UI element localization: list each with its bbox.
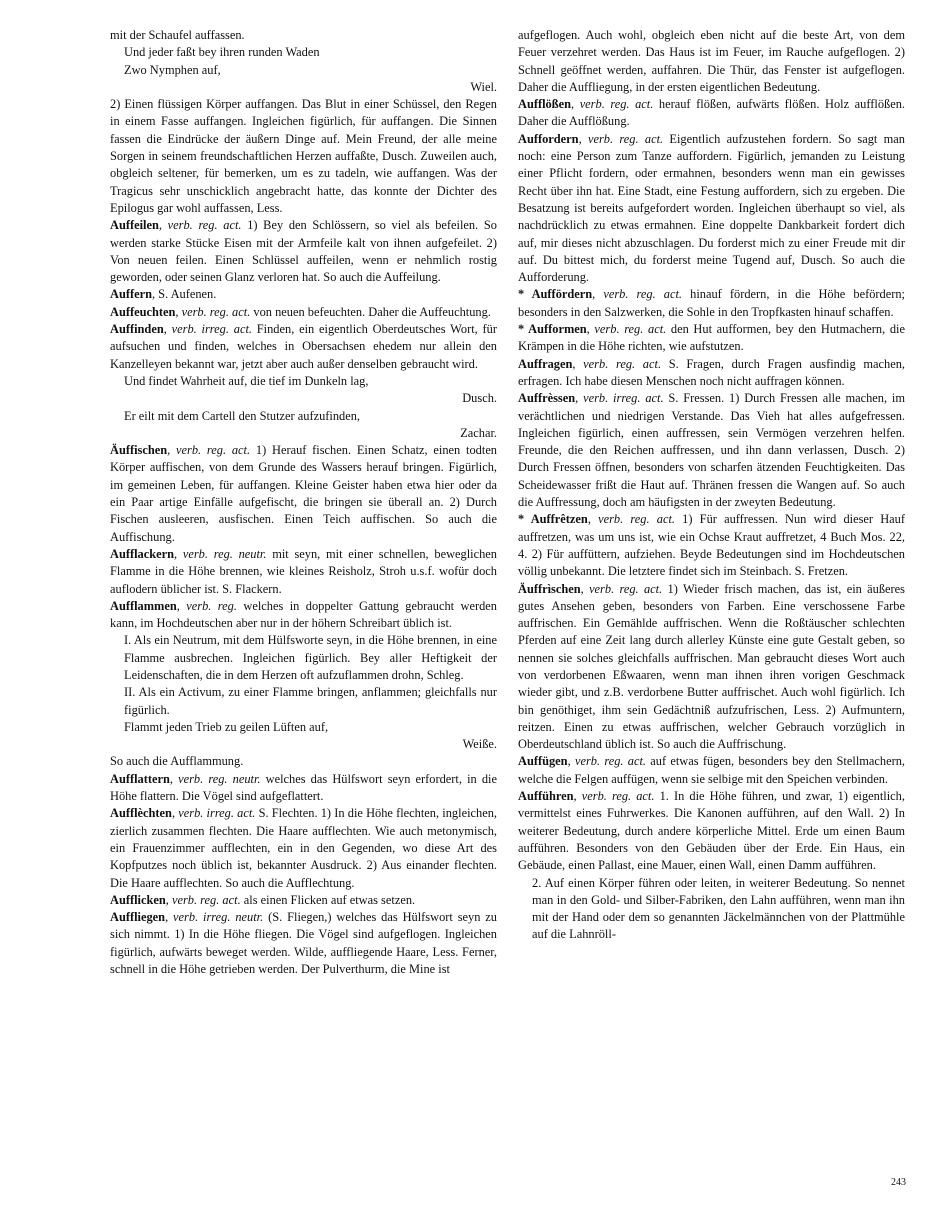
entry-text: von neuen befeuchten. Daher die Auffeuchtung. xyxy=(250,304,491,319)
grammar-label: verb. reg. act. xyxy=(581,789,655,804)
dictionary-entry xyxy=(110,286,497,303)
entry-headword: Auffern xyxy=(110,287,152,302)
dictionary-entry: Auffeilen, verb. reg. act. 1) Bey den Schlössern, so viel als befeilen. So werden starke Stücke Eisen mit der Armfeile kalt von ihnen aufgefeilet. 2) Von neuen feilen. Einen Schlüssel auffeilen, wenn er nehmlich rostig geworden, oder seinen Glanz verloren hat. So auch die Auffeilung. xyxy=(110,218,497,285)
grammar-label: verb. reg. xyxy=(186,598,237,613)
entry-text: So auch die Aufflammung. xyxy=(110,754,244,769)
grammar-label: verb. reg. act. xyxy=(574,754,646,769)
grammar-label: verb. reg. act. xyxy=(594,322,667,337)
dictionary-entry: * Auffrêtzen, verb. reg. act. 1) Für auffressen. Nun wird dieser Hauf auffretzen, was um uns ist, wie ein Ochse Kraut auffretzet, 4 Buch Mos. 22, 4. 2) Für auffüttern, aufziehen. Beyde Bedeutungen sind im Hochdeutschen völlig unbekannt. Die letztere findet sich im Steinbach. S. Fretzen. xyxy=(518,512,905,579)
entry-headword: Auffinden xyxy=(110,322,164,337)
grammar-label: verb. reg. act. xyxy=(589,581,663,596)
entry-text: Eigentlich aufzustehen fordern. So sagt man noch: eine Person zum Tanze auffordern. Figürlich, jemanden zu Leistung einer Pflicht fordern, oder ermahnen, besonders wenn man ein gewisses Recht über ihn hat. Eine Stadt, eine Festung auffordern, sich zu ergeben. Die Besatzung ist bereits aufgefordert worden. Ingleichen überhaupt so viel, als nachdrücklich zu etwas ermahnen. Eine doppelte Dankbarkeit fordert dich auf, mir dieses nicht abzuschlagen. Du forderst mich zu einer Freude mit dir auf. Du bittest mich, du forderst meine Tugend auf, Dusch. So auch die Aufforderung. xyxy=(518,131,905,285)
right-column xyxy=(518,27,905,944)
entry-headword: Auffliegen xyxy=(110,910,166,925)
dictionary-entry: Auffeuchten, verb. reg. act. von neuen befeuchten. Daher die Auffeuchtung. xyxy=(110,304,491,319)
citation-source: Weiße. xyxy=(462,737,497,752)
grammar-label: verb. reg. act. xyxy=(587,131,664,146)
dictionary-entry: Auffliegen, verb. irreg. neutr. (S. Fliegen,) welches das Hülfswort seyn zu sich nimmt. 1) In die Höhe fliegen. Die Vögel sind aufgeflogen. Ingleichen figürlich, aufwärts beweget werden. Wilde, auffliegende Haare, Less. Ferner, schnell in die Höhe getrieben werden. Der Pulverthurm, die Mine ist xyxy=(110,910,498,977)
entry-headword: Auffordern xyxy=(518,131,579,146)
entry-text: herauf flößen, aufwärts flößen. Holz aufflößen. Daher die Aufflößung. xyxy=(518,97,906,129)
dictionary-entry: Aufführen, verb. reg. act. 1. In die Höhe führen, und zwar, 1) eigentlich, vermittelst eines Fuhrwerkes. Die Kanonen aufführen, auf den Wall. 2) In weiterer Bedeutung, durch andere körperliche Mittel. Erde um einen Baum aufführen. Besonders von den Gebäuden über der Erde. Ein Haus, ein Gebäude, einen Pallast, eine Mauer, einen Wall, einen Damm aufführen. xyxy=(518,789,905,873)
entry-text: hinauf fördern, in die Höhe befördern; besonders in den Salzwerken, die Sohle in den Tropfkasten hinauf schaffen. xyxy=(518,287,905,319)
entry-text: mit der Schaufel auffassen. xyxy=(110,28,245,42)
dictionary-entry: Auffordern, verb. reg. act. Eigentlich aufzustehen fordern. So sagt man noch: eine Person zum Tanze auffordern. Figürlich, jemanden zu Leistung einer Pflicht fordern, oder ermahnen, besonders wenn man ein gewisses Recht über ihn hat. Eine Stadt, eine Festung auffordern, sich zu ergeben. Die Besatzung ist bereits aufgefordert worden. Ingleichen überhaupt so viel, als nachdrücklich zu etwas ermahnen. Eine doppelte Dankbarkeit fordert dich auf, mir dieses nicht abzuschlagen. Du forderst mich zu einer Freude mit dir auf. Du bittest mich, du forderst meine Tugend auf, Dusch. So auch die Aufforderung. xyxy=(518,131,905,285)
dictionary-entry: * Auffördern, verb. reg. act. hinauf fördern, in die Höhe befördern; besonders in den Salzwerken, die Sohle in den Tropfkasten hinauf schaffen. xyxy=(518,287,905,319)
paragraph xyxy=(518,27,905,96)
grammar-label: verb. reg. act. xyxy=(598,512,675,527)
dictionary-entry: Auffinden, verb. irreg. act. Finden, ein eigentlich Oberdeutsches Wort, für aufsuchen und finden, welches in Obersachsen ehedem nur allein den Kanzelleyen bekannt war, jetzt aber auch außer denselben gebraucht wird. xyxy=(110,322,497,371)
dictionary-entry: Aufflicken, verb. reg. act. als einen Flicken auf etwas setzen. xyxy=(110,892,416,907)
entry-text: S. Flechten. 1) In die Höhe flechten, ingleichen, zierlich zusammen flechten. Die Haare aufflechten. Wie auch metonymisch, ein Frauenzimmer aufflechten, ein in den Gegenden, wo diese Art des Kopfputzes noch üblich ist, bekannter Ausdruck. 2) Aus einander flechten. Die Haare aufflechten. So auch die Aufflechtung. xyxy=(110,806,497,890)
grammar-label: verb. reg. act. xyxy=(603,287,683,302)
sub-paragraph: I. Als ein Neutrum, mit dem Hülfsworte seyn, in die Höhe brennen, in eine Flamme ausbrechen. Ingleichen figürlich. Bey aller Heftigkeit der Leidenschaften, die in dem Herzen oft aufzuflammen drohn, Schleg. xyxy=(124,633,497,682)
entry-text: 1) Herauf fischen. Einen Schatz, einen todten Körper auffischen, von dem Grunde des Wassers herauf bringen. Figürlich, im gemeinen Leben, für auffangen. Kleine Geister haben etwa hier oder da ein Paar artige Einfälle aufgefischt, die bringen sie überall an. 2) Durch Fischen ausleeren, ausfischen. Einen Teich auffischen. So auch die Auffischung. xyxy=(110,443,498,544)
paragraph xyxy=(110,753,497,770)
entry-text: als einen Flicken auf etwas setzen. xyxy=(240,892,416,907)
dictionary-entry: Aufflößen, verb. reg. act. herauf flößen, aufwärts flößen. Holz aufflößen. Daher die Aufflößung. xyxy=(518,97,906,129)
grammar-label: verb. reg. act. xyxy=(171,892,241,907)
grammar-label: verb. reg. act. xyxy=(167,218,242,233)
entry-headword: Auffragen xyxy=(518,356,573,371)
entry-headword: Aufführen xyxy=(518,789,574,804)
grammar-label: verb. reg. act. xyxy=(579,97,654,112)
paragraph xyxy=(110,96,497,217)
dictionary-entry: * Aufformen, verb. reg. act. den Hut aufformen, bey den Hutmachern, die Krämpen in die Höhe richten, wie aufstutzen. xyxy=(518,322,906,354)
dictionary-entry: Auffügen, verb. reg. act. auf etwas fügen, besonders bey den Stellmachern, welche die Felgen auffügen, wenn sie selbige mit den Speichen verbinden. xyxy=(518,754,906,786)
grammar-label: verb. reg. act. xyxy=(583,356,662,371)
grammar-label: verb. reg. neutr. xyxy=(178,771,261,786)
entry-text: , S. Aufenen. xyxy=(151,287,217,302)
entry-headword: Aufflackern xyxy=(110,546,175,561)
verse-line: Er eilt mit dem Cartell den Stutzer aufzufinden, xyxy=(124,408,361,423)
entry-text: S. Fragen, durch Fragen ausfindig machen, erfragen. Ich habe diesen Menschen noch nicht auffragen können. xyxy=(518,356,906,388)
left-column xyxy=(110,27,497,978)
dictionary-entry: Aufflèchten, verb. irreg. act. S. Flechten. 1) In die Höhe flechten, ingleichen, zierlich zusammen flechten. Die Haare aufflechten. Wie auch metonymisch, ein Frauenzimmer aufflechten, ein in den Gegenden, wo diese Art des Kopfputzes noch üblich ist, bekannter Ausdruck. 2) Aus einander flechten. Die Haare aufflechten. So auch die Aufflechtung. xyxy=(110,806,497,890)
entry-headword: Aufflattern xyxy=(110,771,170,786)
paragraph xyxy=(110,27,497,44)
entry-headword: Äuffrìschen xyxy=(518,581,581,596)
entry-text: 1) Wieder frisch machen, das ist, ein äußeres gutes Ansehen geben, besonders von Farben. Eine verschossene Farbe auffrischen. Ein Gemählde auffrischen. Wenn die Roßtäuscher schlechten Pferden auf eine Zeit lang durch allerley Künste eine gute Gestalt geben, so nennen sie solches gleichfalls auffrischen. Man gebraucht dieses Wort auch von verdorbenen Eßwaaren, wenn man ihnen ihren vorigen Geschmack wieder gibt, und z.B. verdorbene Butter auffrischet. Auch wohl figürlich. Ich bin genöthiget, ihm sein Gedächtniß aufzufrischen, Less. 2) Aufmuntern, reitzen. Einen zu etwas auffrischen, welcher Gebrauch vorzüglich in Oberdeutschland üblich ist. So auch die Auffrischung. xyxy=(518,581,905,752)
entry-headword: Aufflammen xyxy=(110,598,177,613)
entry-headword: Auffrèssen xyxy=(518,391,576,406)
citation-source: Dusch. xyxy=(462,391,497,406)
entry-text: (S. Fliegen,) welches das Hülfswort seyn zu sich nimmt. 1) In die Höhe fliegen. Die Vögel sind aufgeflogen. Ingleichen figürlich, aufwärts beweget werden. Wilde, auffliegende Haare, Less. Ferner, schnell in die Höhe getrieben werden. Der Pulverthurm, die Mine ist xyxy=(110,910,498,977)
verse-line: Flammt jeden Trieb zu geilen Lüften auf, xyxy=(124,719,329,734)
grammar-label: verb. irreg. neutr. xyxy=(173,910,264,925)
dictionary-entry: Äuffrìschen, verb. reg. act. 1) Wieder frisch machen, das ist, ein äußeres gutes Ansehen geben, besonders von Farben. Eine verschossene Farbe auffrischen. Ein Gemählde auffrischen. Wenn die Roßtäuscher schlechten Pferden auf eine Zeit lang durch allerley Künste eine gute Gestalt geben, so nennen sie solches gleichfalls auffrischen. Man gebraucht dieses Wort auch von verdorbenen Eßwaaren, wenn man ihnen ihren vorigen Geschmack wieder gibt, und z.B. verdorbene Butter auffrischet. Auch wohl figürlich. Ich bin genöthiget, ihm sein Gedächtniß aufzufrischen, Less. 2) Aufmuntern, reitzen. Einen zu etwas auffrischen, welcher Gebrauch vorzüglich in Oberdeutschland üblich ist. So auch die Auffrischung. xyxy=(518,581,905,752)
citation-source: Zachar. xyxy=(460,425,497,440)
entry-text: 2) Einen flüssigen Körper auffangen. Das Blut in einer Schüssel, den Regen in einem Fasse auffangen. Ingleichen figürlich, für auffangen. Die Sinnen fassen die Eindrücke der äußern Dinge auf. Mein Freund, der alle meine Sorgen in seinem freundschaftlichen Herzen auffaßte, Dusch. Zuweilen auch, obgleich seltener, für bemerken, um es zu tadeln, wie auffangen. Was der Tragicus sehr unschicklich angebracht hatte, das konnte der Dichter des Epilogus gar wohl auffassen, Less. xyxy=(110,97,497,215)
dictionary-entry: Aufflammen, verb. reg. welches in doppelter Gattung gebraucht werden kann, im Hochdeutschen aber nur in der höhern Schreibart üblich ist. xyxy=(110,598,497,631)
entry-text: auf etwas fügen, besonders bey den Stellmachern, welche die Felgen auffügen, wenn sie selbige mit den Speichen verbinden. xyxy=(518,754,906,786)
entry-text: mit seyn, mit einer schnellen, beweglichen Flamme in die Höhe brennen, wie kleines Reisholz, Stroh u.s.f. wofür doch auflodern üblicher ist. S. Flackern. xyxy=(110,546,498,596)
sub-paragraph: 2. Auf einen Körper führen oder leiten, in weiterer Bedeutung. So nennet man in den Gold- und Silber-Fabriken, den Lahn aufführen, wenn man ihn mit der Hand oder dem so genannten Jäckelmännchen von der Plattmühle auf die Lahnröll- xyxy=(532,875,905,942)
entry-text: welches das Hülfswort seyn erfordert, in die Höhe flattern. Die Vögel sind aufgeflattert. xyxy=(110,771,497,804)
grammar-label: verb. reg. neutr. xyxy=(182,546,267,561)
grammar-label: verb. irreg. act. xyxy=(178,806,256,821)
page-number: 243 xyxy=(891,1177,906,1188)
entry-headword: Auffügen xyxy=(518,754,568,769)
entry-text: 1) Bey den Schlössern, so viel als befeilen. So werden starke Stücke Eisen mit der Armfeile kalt von ihnen aufgefeilet. 2) Von neuen feilen. Einen Schlüssel auffeilen, wenn er nehmlich rostig geworden, oder seinen Glanz verloren hat. So auch die Auffeilung. xyxy=(110,218,497,285)
entry-text: den Hut aufformen, bey den Hutmachern, die Krämpen in die Höhe richten, wie aufstutzen. xyxy=(518,322,906,354)
dictionary-entry: Aufflackern, verb. reg. neutr. mit seyn, mit einer schnellen, beweglichen Flamme in die Höhe brennen, wie kleines Reisholz, Stroh u.s.f. wofür doch auflodern üblicher ist. S. Flackern. xyxy=(110,546,498,596)
grammar-label: verb. irreg. act. xyxy=(171,322,252,337)
grammar-label: verb. reg. act. xyxy=(176,443,251,458)
sub-paragraph: II. Als ein Activum, zu einer Flamme bringen, anflammen; gleichfalls nur figürlich. xyxy=(124,685,497,717)
entry-headword: Aufflößen xyxy=(518,97,572,112)
entry-headword: Auffeuchten xyxy=(110,304,176,319)
grammar-label: verb. reg. act. xyxy=(181,304,251,319)
entry-headword: Aufflèchten xyxy=(110,806,172,821)
entry-text: Finden, ein eigentlich Oberdeutsches Wort, für aufsuchen und finden, welches in Obersachsen ehedem nur allein den Kanzelleyen bekannt war, jetzt aber auch außer denselben gebraucht wird. xyxy=(110,322,497,371)
dictionary-entry: Auffrèssen, verb. irreg. act. S. Fressen. 1) Durch Fressen alle machen, im verächtlichen und niedrigen Verstande. Das Vieh hat alles aufgefressen. Ingleichen figürlich, einen auffressen, sein Vermögen verzehren helfen. Freunde, die den Reichen auffressen, und ihn dann verlassen, Dusch. 2) Durch Fressen öffnen, besonders von scharfen ätzenden Feuchtigkeiten. Das Scheidewasser frißt die Haut auf. Thränen fressen die Wangen auf. So auch die Auffressung, doch am häufigsten in der zweyten Bedeutung. xyxy=(518,391,905,510)
dictionary-entry: Äuffischen, verb. reg. act. 1) Herauf fischen. Einen Schatz, einen todten Körper auffischen, von dem Grunde des Wassers herauf bringen. Figürlich, im gemeinen Leben, für auffangen. Kleine Geister haben etwa hier oder da ein Paar artige Einfälle aufgefischt, die bringen sie überall an. 2) Durch Fischen ausleeren, ausfischen. Einen Teich auffischen. So auch die Auffischung. xyxy=(110,443,498,544)
verse-line: Und findet Wahrheit auf, die tief im Dunkeln lag, xyxy=(124,373,369,388)
entry-headword: * Aufformen xyxy=(518,322,587,337)
citation-source: Wiel. xyxy=(470,79,497,94)
dictionary-entry: Auffragen, verb. reg. act. S. Fragen, durch Fragen ausfindig machen, erfragen. Ich habe diesen Menschen noch nicht auffragen können. xyxy=(518,356,906,388)
entry-text: S. Fressen. 1) Durch Fressen alle machen, im verächtlichen und niedrigen Verstande. Das Vieh hat alles aufgefressen. Ingleichen figürlich, einen auffressen, sein Vermögen verzehren helfen. Freunde, die den Reichen auffressen, und ihn dann verlassen, Dusch. 2) Durch Fressen öffnen, besonders von scharfen ätzenden Feuchtigkeiten. Das Scheidewasser frißt die Haut auf. Thränen fressen die Wangen auf. So auch die Auffressung, doch am häufigsten in der zweyten Bedeutung. xyxy=(518,391,905,510)
entry-headword: Äuffischen xyxy=(110,443,168,458)
entry-text: 1) Für auffressen. Nun wird dieser Hauf auffretzen, was um uns ist, wie ein Ochse Kraut auffretzet, 4 Buch Mos. 22, 4. 2) Für auffüttern, aufziehen. Beyde Bedeutungen sind im Hochdeutschen völlig unbekannt. Die letztere findet sich im Steinbach. S. Fretzen. xyxy=(518,512,905,579)
entry-headword: * Auffördern xyxy=(518,287,593,302)
dictionary-entry: Aufflattern, verb. reg. neutr. welches das Hülfswort seyn erfordert, in die Höhe flattern. Die Vögel sind aufgeflattert. xyxy=(110,771,497,804)
verse-line: Und jeder faßt bey ihren runden Waden xyxy=(124,45,320,60)
verse-line: Zwo Nymphen auf, xyxy=(124,62,221,77)
entry-text: welches in doppelter Gattung gebraucht werden kann, im Hochdeutschen aber nur in der höhern Schreibart üblich ist. xyxy=(110,598,497,631)
entry-headword: * Auffrêtzen xyxy=(518,512,588,527)
entry-headword: Aufflicken xyxy=(110,892,166,907)
entry-text: aufgeflogen. Auch wohl, obgleich eben nicht auf die beste Art, von dem Feuer verzehret werden. Das Haus ist im Feuer, im Rauche aufgeflogen. 2) Schnell geöffnet werden, auffahren. Die Thür, das Fenster ist aufgeflogen. Daher die Auffliegung, in der ersten eigentlichen Bedeutung. xyxy=(518,28,905,94)
grammar-label: verb. irreg. act. xyxy=(583,391,664,406)
entry-headword: Auffeilen xyxy=(110,218,159,233)
entry-text: 1. In die Höhe führen, und zwar, 1) eigentlich, vermittelst eines Fuhrwerkes. Die Kanonen aufführen, auf den Wall. 2) In weiterer Bedeutung, durch andere körperliche Mittel. Erde um einen Baum aufführen. Besonders von den Gebäuden über der Erde. Ein Haus, ein Gebäude, einen Pallast, eine Mauer, einen Wall, einen Damm aufführen. xyxy=(518,789,905,873)
